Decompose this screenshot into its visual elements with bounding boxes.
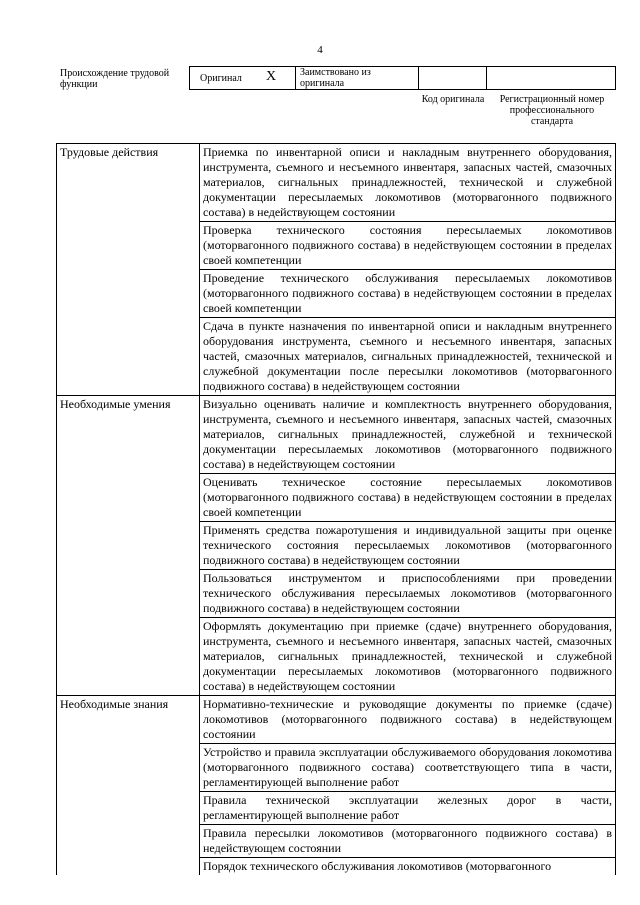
requirement-item: Визуально оценивать наличие и комплектность внутреннего оборудования, инструмента, съемного и несъемного инвентаря, запасных частей, смазочных материалов, сигнальных принадлежностей, служебной и технической документации пересылаемых локомотивов (моторвагонного подвижного состава) в недействующем состоянии (200, 396, 616, 474)
section-title-cell (57, 618, 200, 696)
requirement-item: Пользоваться инструментом и приспособлениями при проведении технического обслуживания пересылаемых локомотивов (моторвагонного подвижного состава) в недействующем состоянии (200, 570, 616, 618)
borrowed-cell (295, 66, 418, 90)
section-title-cell (57, 270, 200, 318)
table-row (57, 270, 616, 318)
requirement-item: Оценивать техническое состояние пересылаемых локомотивов (моторвагонного подвижного состава) в недействующем состоянии в пределах своей компетенции (200, 474, 616, 522)
page-number: 4 (317, 44, 323, 56)
original-mark: X (266, 69, 277, 84)
requirement-item: Порядок технического обслуживания локомотивов (моторвагонного (200, 858, 616, 876)
requirement-item: Нормативно-технические и руководящие документы по приемке (сдаче) локомотивов (моторвагонного подвижного состава) в недействующем состоянии (200, 696, 616, 744)
requirement-item: Сдача в пункте назначения по инвентарной описи и накладным внутреннего оборудования инструмента, съемного и несъемного инвентаря, запасных частей, смазочных материалов, сигнальных принадлежностей, технической и служебной документации после пересылки локомотивов (моторвагонного подвижного состава) в недействующем состоянии (200, 318, 616, 396)
code-cell (418, 66, 486, 90)
code-caption: Код оригинала (421, 94, 485, 105)
table-row (57, 474, 616, 522)
table-row (57, 144, 616, 222)
requirement-item: Применять средства пожаротушения и индивидуальной защиты при оценке технического состояния пересылаемых локомотивов (моторвагонного подвижного состава) в недействующем состоянии (200, 522, 616, 570)
requirement-item: Устройство и правила эксплуатации обслуживаемого оборудования локомотива (моторвагонного подвижного состава) соответствующего типа в части, регламентирующей выполнение работ (200, 744, 616, 792)
borrowed-label: Заимствовано из оригинала (300, 67, 371, 89)
section-title-cell (57, 570, 200, 618)
requirement-item: Оформлять документацию при приемке (сдаче) внутреннего оборудования, инструмента, съемного и несъемного инвентаря, запасных частей, смазочных материалов, сигнальных принадлежностей, технической и служебной документации пересылаемых локомотивов (моторвагонного подвижного состава) в недействующем состоянии (200, 618, 616, 696)
original-label: Оригинал (200, 73, 242, 84)
table-row (57, 318, 616, 396)
table-row (57, 792, 616, 825)
section-title: Трудовые действия (57, 144, 200, 222)
requirement-item: Проверка технического состояния пересылаемых локомотивов (моторвагонного подвижного состава) в недействующем состоянии в пределах своей компетенции (200, 222, 616, 270)
reg-number-cell (486, 66, 616, 90)
section-title-cell (57, 222, 200, 270)
section-title-cell (57, 858, 200, 876)
table-row (57, 825, 616, 858)
section-title-cell (57, 474, 200, 522)
labor-function-table (56, 143, 616, 875)
table-row (57, 522, 616, 570)
table-row (57, 570, 616, 618)
origin-row (56, 66, 616, 92)
requirement-item: Приемка по инвентарной описи и накладным внутреннего оборудования, инструмента, съемного и несъемного инвентаря, запасных частей, смазочных материалов, сигнальных принадлежностей, технической и служебной документации пересылаемых локомотивов (моторвагонного подвижного состава) в недействующем состоянии (200, 144, 616, 222)
table-row (57, 696, 616, 744)
requirement-item: Правила технической эксплуатации железных дорог в части, регламентирующей выполнение работ (200, 792, 616, 825)
reg-number-caption: Регистрационный номер профессионального стандарта (499, 94, 605, 127)
requirement-item: Правила пересылки локомотивов (моторвагонного подвижного состава) в недействующем состоянии (200, 825, 616, 858)
section-title-cell (57, 792, 200, 825)
origin-label: Происхождение трудовой функции (60, 68, 170, 90)
table-row (57, 222, 616, 270)
section-title-cell (57, 744, 200, 792)
table-row (57, 618, 616, 696)
section-title: Необходимые умения (57, 396, 200, 474)
section-title-cell (57, 522, 200, 570)
section-title-cell (57, 825, 200, 858)
table-row (57, 744, 616, 792)
requirement-item: Проведение технического обслуживания пересылаемых локомотивов (моторвагонного подвижного состава) в недействующем состоянии в пределах своей компетенции (200, 270, 616, 318)
section-title: Необходимые знания (57, 696, 200, 744)
table-row (57, 858, 616, 876)
section-title-cell (57, 318, 200, 396)
original-cell (189, 66, 295, 90)
table-row (57, 396, 616, 474)
